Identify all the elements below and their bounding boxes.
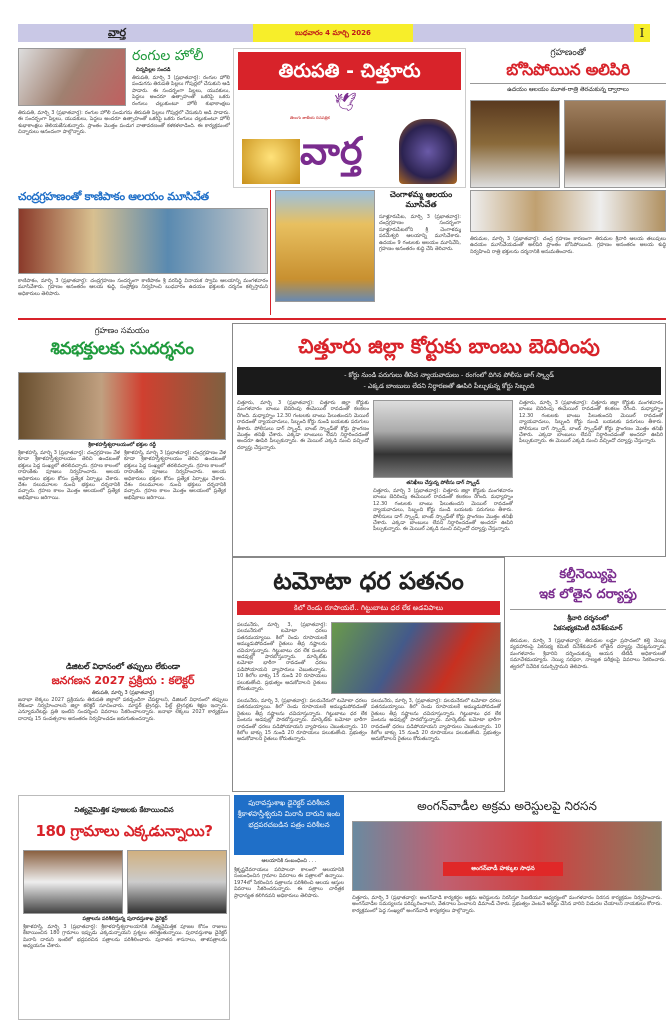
bomb-subtitle-2: - ఎక్కడ బాంబులు లేదని నిర్ధారణతో ఊపిరి పీల్చుకున్న కోర్టు సిబ్బంది (363, 381, 535, 390)
alipiri-kicker: గ్రహణంతో (550, 48, 586, 58)
archaeology-kicker: ఆలయానికి సంబంధించి . . . (261, 858, 317, 864)
alipiri-article (470, 48, 666, 318)
alipiri-title: బోసిపోయిన అలిపిరి (506, 60, 630, 80)
tomato-body-col2: పలమనేరు, మార్చి 3, (ప్రభాతవార్త): పలమనేరులో టమోటా ధరలు పతనమయ్యాయి. కిలో రెండు రూపాయలకే అమ్ముడుపోవడంతో రైతులు తీవ్ర నష్టాలను చవిచూస్తున్నారు. గిట్టుబాటు ధర లేక పంటను అడవుల్లో పారబోస్తున్నారు. మార్కెట్‌కు టమోటా భారీగా రావడంతో ధరలు పడిపోయాయని వ్యాపారులు చెబుతున్నారు. 10 కిలోల బాక్సు 15 నుండి 20 రూపాయలు పలుకుతోంది. ప్రభుత్వం ఆదుకోవాలని రైతులు కోరుతున్నారు. (237, 698, 367, 743)
anganwadi-banner: అంగన్‌వాడీ హక్కుల సాధన (443, 862, 563, 876)
shiva-kicker: గ్రహణం సమయం (94, 326, 150, 335)
masthead-logo: వార్త (300, 129, 363, 173)
ghee-title-2: ఇక లోతైన దర్యాప్తు (539, 587, 637, 603)
alipiri-photo-2 (564, 100, 666, 188)
villages-caption: పత్రాలను పరిశీలిస్తున్న పురావస్తుశాఖ డైరెక్టర్ (82, 916, 168, 922)
bomb-body-col2: చిత్తూరు, మార్చి 3 (ప్రభాతవార్త): చిత్తూరు జిల్లా కోర్టుకు మంగళవారం బాంబు బెదిరింపు ఈమెయిల్ రావడంతో కలకలం రేగింది. మధ్యాహ్నం 12.30 గంటలకు బాంబు పేలుతుందని మెయిల్ రావడంతో న్యాయవాదులు, సిబ్బంది కోర్టు నుండి బయటకు పరుగులు తీశారు. పోలీసులు డాగ్ స్క్వాడ్, బాంబ్ స్క్వాడ్‌తో కోర్టు ప్రాంగణం మొత్తం తనిఖీ చేశారు. ఎక్కడా బాంబులు లేవని నిర్ధారించడంతో అందరూ ఊపిరి పీల్చుకున్నారు. ఈ మెయిల్ ఎక్కడి నుంచి వచ్చిందో దర్యాప్తు చేస్తున్నారు. (373, 488, 513, 533)
census-body: జనాభా లెక్కలు 2027 ప్రక్రియను తిరుపతి జిల్లాలో పకడ్బందీగా చేపట్టాలని, డిజిటల్ విధానంలో తప్పులు లేకుండా నిర్వహించాలని జిల్లా కలెక్టర్ సూచించారు. మాస్టర్ ట్రైనర్లు, ఫీల్డ్ ట్రైనర్లకు శిక్షణ ఇచ్చారు. ఎన్యూమరేటర్లు ప్రతి ఇంటిని సందర్శించి వివరాలు సేకరించాలన్నారు. జనాభా లెక్కలు 2027 కార్యక్రమం దాదాపు 15 సంవత్సరాల అనంతరం నిర్వహించడం జరుగుతుందన్నారు. (18, 696, 228, 722)
paper-name: వార్త (108, 26, 127, 39)
bomb-article (232, 323, 666, 557)
section-divider (18, 318, 666, 320)
alipiri-photo-3 (470, 190, 666, 232)
villages-photo-1 (23, 850, 123, 914)
ghee-body: తిరుమల, మార్చి 3 (ప్రభాతవార్త): తిరుమల లడ్డూ ప్రసాదంలో కల్తీ నెయ్యి వ్యవహారంపై ఏకసభ్య కమిటీ దినేశ్‌కుమార్ లోతైన దర్యాప్తు చేపట్టనున్నారు. మంగళవారం శ్రీవారిని దర్శించుకున్న ఆయన టీటీడీ అధికారులతో సమావేశమయ్యారు. నెయ్యి సరఫరా, నాణ్యత పరీక్షలపై వివరాలు సేకరించారు. త్వరలో నివేదిక సమర్పిస్తామని తెలిపారు. (510, 638, 666, 670)
date: బుధవారం 4 మార్చి 2026 (253, 24, 413, 42)
kanipakam-title: చంద్రగ్రహణంతో కాణిపాకం ఆలయం మూసివేత (18, 190, 209, 203)
kanipakam-body: కాణిపాకం, మార్చి 3 (ప్రభాతవార్త): చంద్రగ్రహణం సందర్భంగా కాణిపాకం శ్రీ వరసిద్ధి వినాయక స్వామి ఆలయాన్ని మంగళవారం మూసివేశారు. గ్రహణం అనంతరం ఆలయ శుద్ధి, సంప్రోక్షణ నిర్వహించి బుధవారం ఉదయం భక్తులకు దర్శనం కల్పిస్తామని అధికారులు తెలిపారు. (18, 278, 268, 297)
tirumala-temple-image (242, 139, 300, 184)
page-marker: I (634, 24, 650, 42)
bomb-caption: తనిఖీలు చేస్తున్న పోలీసు డాగ్ స్క్వాడ్ (406, 480, 480, 486)
ghee-subtitle-2: ఏకసభ్యకమిటీ దినేశ్‌కుమార్ (553, 624, 623, 633)
holi-photo (18, 48, 126, 106)
column-divider (270, 190, 271, 315)
bomb-subtitle-1: - కోర్టు నుండి పరుగులు తీసిన న్యాయవాదులు - రంగంలో దిగిన పోలీసు డాగ్ స్క్వాడ్ (344, 370, 554, 379)
tomato-subtitle: కిలో రెండు రూపాయలే.. గిట్టుబాటు ధర లేక అడవిపాలు (237, 601, 500, 615)
census-title: జనగణన 2027 ప్రక్రియ : కలెక్టర్ (51, 674, 195, 687)
holi-article (18, 48, 230, 188)
villages-article (18, 795, 230, 1020)
census-article (18, 662, 228, 790)
tomato-photo (331, 622, 501, 694)
kanipakam-photo (18, 208, 268, 274)
shiva-caption: శ్రీకాళహస్తీశ్వరాలయంలో భక్తుల రద్దీ (88, 442, 156, 448)
chengalamma-photo (275, 190, 375, 302)
holi-body: తిరుపతి, మార్చి 3 (ప్రభాతవార్త): రంగుల హోలీ పండుగను తిరుపతి పిల్లలు గోపుర్లలో చేసుకుని ఆడి పాడారు. ఈ సందర్భంగా పిల్లలు, యువకులు, పెద్దలు అందరూ ఉత్సాహంతో ఒకరిపై ఒకరు రంగులు చల్లుకుంటూ హోలీ శుభాకాంక్షలు (132, 75, 230, 107)
kanipakam-article (18, 190, 268, 315)
bomb-photo (373, 400, 513, 478)
anganwadi-body: చిత్తూరు, మార్చి 3 (ప్రభాతవార్త): అంగన్‌వాడీ కార్యకర్తల అక్రమ అరెస్టులను నిరసిస్తూ సీఐటీయూ ఆధ్వర్యంలో మంగళవారం నిరసన కార్యక్రమం నిర్వహించారు. అంగన్‌వాడీల సమస్యలను పరిష్కరించాలని, వేతనాలు పెంచాలని డిమాండ్ చేశారు. ప్రభుత్వం వెంటనే అరెస్టు చేసిన వారిని విడుదల చేయాలని నాయకులు కోరారు. కార్యక్రమంలో పెద్ద సంఖ్యలో అంగన్‌వాడీ కార్యకర్తలు పాల్గొన్నారు. (352, 895, 662, 914)
alipiri-body: తిరుమల, మార్చి 3 (ప్రభాతవార్త): చంద్ర గ్రహణం కారణంగా తిరుమల శ్రీవారి ఆలయ తలుపులు ఉదయం మూసివేయడంతో అలిపిరి ప్రాంతం బోసిపోయింది. గ్రహణం అనంతరం ఆలయ శుద్ధి నిర్వహించి రాత్రి భక్తులను దర్శనానికి అనుమతించారు. (470, 236, 666, 255)
bomb-subtitle-band (237, 367, 661, 395)
page-header (18, 24, 650, 42)
census-dateline: తిరుపతి, మార్చి 3 (ప్రభాతవార్త) (91, 689, 155, 696)
anganwadi-photo (352, 821, 662, 891)
bomb-body-col3: చిత్తూరు, మార్చి 3 (ప్రభాతవార్త): చిత్తూరు జిల్లా కోర్టుకు మంగళవారం బాంబు బెదిరింపు ఈమెయిల్ రావడంతో కలకలం రేగింది. మధ్యాహ్నం 12.30 గంటలకు బాంబు పేలుతుందని మెయిల్ రావడంతో న్యాయవాదులు, సిబ్బంది కోర్టు నుండి బయటకు పరుగులు తీశారు. పోలీసులు డాగ్ స్క్వాడ్, బాంబ్ స్క్వాడ్‌తో కోర్టు ప్రాంగణం మొత్తం తనిఖీ చేశారు. ఎక్కడా బాంబులు లేవని నిర్ధారించడంతో అందరూ ఊపిరి పీల్చుకున్నారు. ఈ మెయిల్ ఎక్కడి నుంచి వచ్చిందో దర్యాప్తు చేస్తున్నారు. (519, 400, 663, 445)
tomato-title: టమోటా ధర పతనం (273, 566, 464, 595)
edition-title: తిరుపతి - చిత్తూరు (238, 52, 461, 90)
villages-photo-2 (127, 850, 227, 914)
shiva-title: శివభక్తులకు సుదర్శనం (50, 339, 194, 360)
alipiri-photo-1 (470, 100, 560, 188)
chengalamma-title: చెంగాళమ్మ ఆలయం మూసివేత (389, 190, 453, 209)
census-kicker: డిజిటల్ విధానంలో తప్పులు లేకుండా (65, 662, 181, 671)
holi-subtitle: చిన్నపిల్లల సందడి (136, 67, 171, 73)
tomato-body: పలమనేరు, మార్చి 3, (ప్రభాతవార్త): పలమనేరులో టమోటా ధరలు పతనమయ్యాయి. కిలో రెండు రూపాయలకే అమ్ముడుపోవడంతో రైతులు తీవ్ర నష్టాలను చవిచూస్తున్నారు. గిట్టుబాటు ధర లేక పంటను అడవుల్లో పారబోస్తున్నారు. మార్కెట్‌కు టమోటా భారీగా రావడంతో ధరలు పడిపోయాయని వ్యాపారులు చెబుతున్నారు. 10 కిలోల బాక్సు 15 నుండి 20 రూపాయలు పలుకుతోంది. ప్రభుత్వం ఆదుకోవాలని రైతులు కోరుతున్నారు. (237, 622, 327, 692)
ghee-article (510, 565, 666, 790)
archaeology-title: పురావస్తుశాఖ డైరెక్టర్ పరిశీలన శ్రీకాళహస్తీశ్వరుని మిరాసి దారుని ఇంట భద్రపరచబడిన పత్రం పరిశీలన (234, 795, 344, 855)
bomb-title: చిత్తూరు జిల్లా కోర్టుకు బాంబు బెదిరింపు (298, 334, 600, 358)
dove-icon: 🕊 (334, 92, 357, 113)
holi-title: రంగుల హోలీ (132, 48, 204, 64)
archaeology-article (234, 795, 344, 1020)
tomato-body-col3: పలమనేరు, మార్చి 3, (ప్రభాతవార్త): పలమనేరులో టమోటా ధరలు పతనమయ్యాయి. కిలో రెండు రూపాయలకే అమ్ముడుపోవడంతో రైతులు తీవ్ర నష్టాలను చవిచూస్తున్నారు. గిట్టుబాటు ధర లేక పంటను అడవుల్లో పారబోస్తున్నారు. మార్కెట్‌కు టమోటా భారీగా రావడంతో ధరలు పడిపోయాయని వ్యాపారులు చెబుతున్నారు. 10 కిలోల బాక్సు 15 నుండి 20 రూపాయలు పలుకుతోంది. ప్రభుత్వం ఆదుకోవాలని రైతులు కోరుతున్నారు. (371, 698, 501, 743)
deity-image (399, 119, 457, 184)
masthead (233, 48, 466, 188)
shiva-article (18, 326, 226, 661)
villages-title: 180 గ్రామాలు ఎక్కడున్నాయి? (35, 822, 213, 840)
ghee-subtitle-1: శ్రీవారి దర్శనంలో (567, 614, 609, 623)
alipiri-subtitle: ఉదయం ఆలయం మూత-రాత్రి తెరచుకున్న ద్వారాలు (507, 85, 629, 93)
archaeology-body: శ్రీకృష్ణదేవరాయలు పరిపాలనా కాలంలో ఆలయానికి సంబంధించిన గ్రామాల వివరాలు ఈ పత్రాలలో ఉన్నాయి. 1974లో సేకరించిన పత్రాలను పరిశీలించి ఆలయ ఆస్తుల వివరాలు సేకరించనున్నారు. ఈ పత్రాలు చారిత్రక ప్రాధాన్యత కలిగినవని అధికారులు తెలిపారు. (234, 867, 344, 899)
chengalamma-body: సూళ్లూరుపేట, మార్చి 3 (ప్రభాతవార్త): చంద్రగ్రహణం సందర్భంగా సూళ్లూరుపేటలోని శ్రీ చెంగాళమ్మ పరమేశ్వరి ఆలయాన్ని మూసివేశారు. ఉదయం 9 గంటలకు ఆలయం మూసివేసి, గ్రహణం అనంతరం శుద్ధి చేసి తెరిచారు. (379, 214, 461, 253)
holi-body-cont: తిరుపతి, మార్చి 3 (ప్రభాతవార్త): రంగుల హోలీ పండుగను తిరుపతి పిల్లలు గోపుర్లలో చేసుకుని ఆడి పాడారు. ఈ సందర్భంగా పిల్లలు, యువకులు, పెద్దలు అందరూ ఉత్సాహంతో ఒకరిపై ఒకరు రంగులు చల్లుకుంటూ హోలీ శుభాకాంక్షలు తెలియజేసుకున్నారు. ప్రాంతం మొత్తం పండుగ వాతావరణంతో కళకళలాడింది. ఈ కార్యక్రమంలో చిన్నారులు ఆనందంగా పాల్గొన్నారు. (18, 110, 230, 136)
villages-kicker: నిత్యనైమిత్తిక పూజలకు కేటాయించిన (74, 805, 174, 814)
anganwadi-title: అంగన్‌వాడీల అక్రమ అరెస్టులపై నిరసన (417, 798, 597, 813)
shiva-photo (18, 372, 226, 440)
bomb-body: చిత్తూరు, మార్చి 3 (ప్రభాతవార్త): చిత్తూరు జిల్లా కోర్టుకు మంగళవారం బాంబు బెదిరింపు ఈమెయిల్ రావడంతో కలకలం రేగింది. మధ్యాహ్నం 12.30 గంటలకు బాంబు పేలుతుందని మెయిల్ రావడంతో న్యాయవాదులు, సిబ్బంది కోర్టు నుండి బయటకు పరుగులు తీశారు. పోలీసులు డాగ్ స్క్వాడ్, బాంబ్ స్క్వాడ్‌తో కోర్టు ప్రాంగణం మొత్తం తనిఖీ చేశారు. ఎక్కడా బాంబులు లేవని నిర్ధారించడంతో అందరూ ఊపిరి పీల్చుకున్నారు. ఈ మెయిల్ ఎక్కడి నుంచి వచ్చిందో దర్యాప్తు చేస్తున్నారు. (237, 400, 369, 451)
ghee-title-1: కల్తీనెయ్యిపై (559, 567, 617, 583)
masthead-tagline: తెలుగు జాతీయ దినపత్రిక (290, 115, 330, 120)
shiva-body: శ్రీకాళహస్తి, మార్చి 3 (ప్రభాతవార్త): చంద్రగ్రహణం వేళ కూడా శ్రీకాళహస్తీశ్వరాలయం తెరిచి ఉండటంతో భక్తులు పెద్ద సంఖ్యలో తరలివచ్చారు. గ్రహణ కాలంలో రాహుకేతు పూజలు నిర్వహించారు. ఆలయ అధికారులు భక్తుల కోసం ప్రత్యేక ఏర్పాట్లు చేశారు. దేశం నలుమూలల నుంచి భక్తులు దర్శనానికి వచ్చారు. గ్రహణ కాలం మొత్తం ఆలయంలో ప్రత్యేక అభిషేకాలు జరిగాయి. (18, 450, 120, 501)
tomato-article (232, 557, 505, 792)
chengalamma-article (275, 190, 463, 315)
shiva-body-col2: శ్రీకాళహస్తి, మార్చి 3 (ప్రభాతవార్త): చంద్రగ్రహణం వేళ కూడా శ్రీకాళహస్తీశ్వరాలయం తెరిచి ఉండటంతో భక్తులు పెద్ద సంఖ్యలో తరలివచ్చారు. గ్రహణ కాలంలో రాహుకేతు పూజలు నిర్వహించారు. ఆలయ అధికారులు భక్తుల కోసం ప్రత్యేక ఏర్పాట్లు చేశారు. దేశం నలుమూలల నుంచి భక్తులు దర్శనానికి వచ్చారు. గ్రహణ కాలం మొత్తం ఆలయంలో ప్రత్యేక అభిషేకాలు జరిగాయి. (124, 450, 226, 501)
villages-body: శ్రీకాళహస్తి, మార్చి 3 (ప్రభాతవార్త): శ్రీకాళహస్తీశ్వరాలయానికి నిత్యనైమిత్తిక పూజల కోసం రాజులు కేటాయించిన 180 గ్రామాలు ఇప్పుడు ఎక్కడున్నాయని ప్రశ్నలు తలెత్తుతున్నాయి. పురావస్తుశాఖ డైరెక్టర్ మిరాసి దారుని ఇంటిలో భద్రపరచిన పత్రాలను పరిశీలించారు. పురాతన శాసనాలు, తాళపత్రాలను అధ్యయనం చేశారు. (23, 924, 227, 950)
anganwadi-article (348, 795, 666, 1020)
